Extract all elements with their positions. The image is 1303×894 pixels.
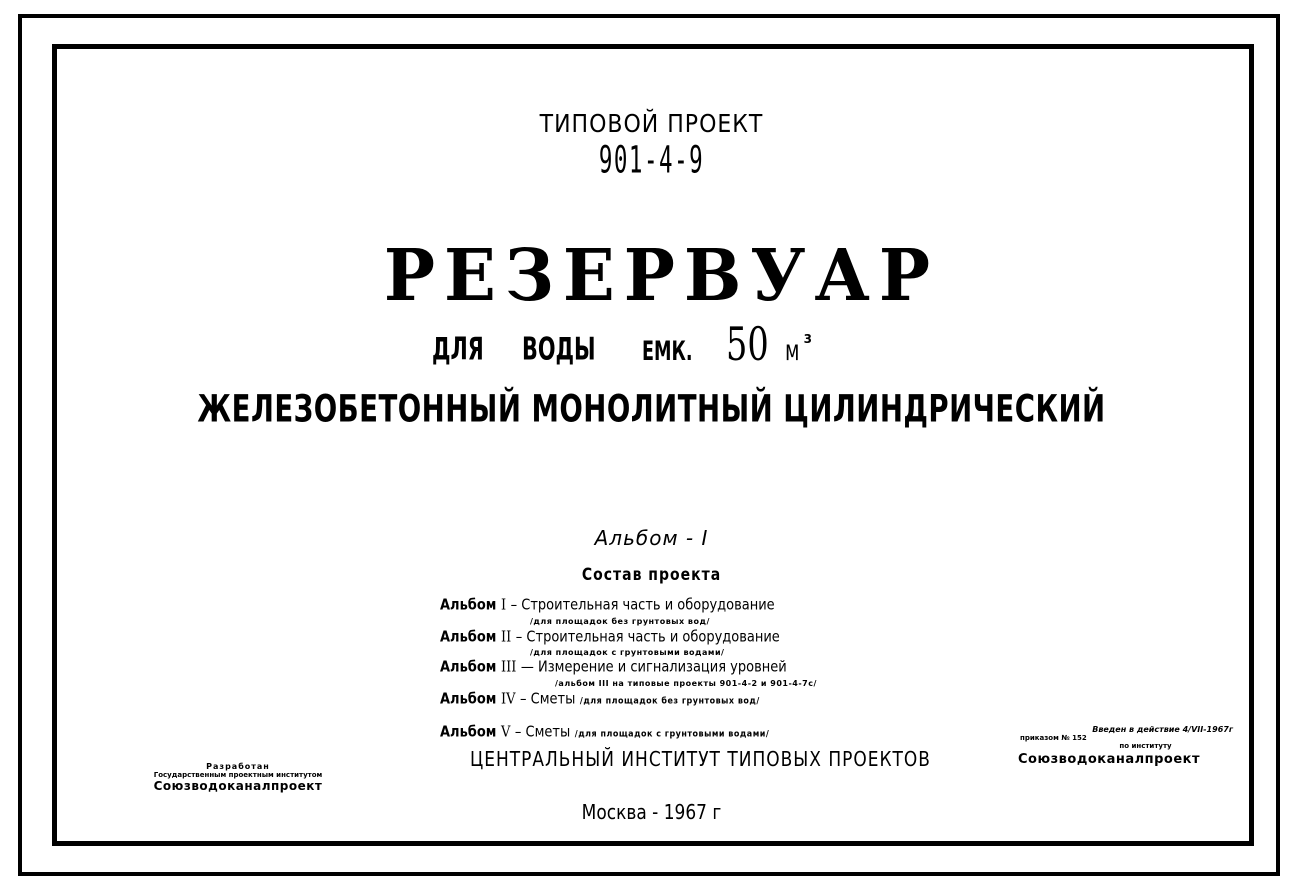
capacity-for-word: ДЛЯ xyxy=(432,332,484,368)
subtitle: ЖЕЛЕЗОБЕТОННЫЙ МОНОЛИТНЫЙ ЦИЛИНДРИЧЕСКИЙ xyxy=(197,387,1106,432)
album-row-4 xyxy=(440,691,760,708)
capacity-water-word: ВОДЫ xyxy=(522,332,596,368)
developer-block xyxy=(118,762,358,793)
developer-org-name: Союзводоканалпроект xyxy=(153,779,323,793)
capacity-unit-power: 3 xyxy=(803,332,812,346)
album-note-5: /для площадок с грунтовыми водами/ xyxy=(574,728,770,739)
album-number: IV xyxy=(500,690,516,709)
album-note-3: /альбом III на типовые проекты 901-4-2 и 901-4-7с/ xyxy=(555,679,817,688)
album-description: – Строительная часть и оборудование xyxy=(515,628,780,647)
capacity-word: ЕМК. xyxy=(642,337,693,367)
introduction-line-3: по институту xyxy=(1119,742,1172,750)
album-label: Альбом xyxy=(440,723,497,742)
album-note-1: /для площадок без грунтовых вод/ xyxy=(530,617,710,626)
album-description: — Измерение и сигнализация уровней xyxy=(520,658,787,677)
album-number: V xyxy=(500,723,511,742)
introduction-org-name: Союзводоканалпроект xyxy=(1018,752,1201,767)
institute-name: ЦЕНТРАЛЬНЫЙ ИНСТИТУТ ТИПОВЫХ ПРОЕКТОВ xyxy=(470,748,931,772)
main-title: РЕЗЕРВУАР xyxy=(383,234,940,318)
city-year: Москва - 1967 г xyxy=(581,801,722,825)
introduction-line-1: Введен в действие 4/VII-1967г xyxy=(1092,725,1233,734)
album-description: – Строительная часть и оборудование xyxy=(510,596,775,615)
album-number: I xyxy=(500,596,507,615)
album-label: Альбом xyxy=(440,628,497,647)
album-label: Альбом xyxy=(440,690,497,709)
series-label: ТИПОВОЙ ПРОЕКТ xyxy=(539,110,764,139)
introduction-line-2: приказом № 152 xyxy=(1020,734,1087,742)
capacity-line xyxy=(432,317,812,371)
album-description: – Сметы xyxy=(514,723,571,742)
album-label: Альбом xyxy=(440,596,497,615)
album-row-3 xyxy=(440,659,787,676)
album-note-2: /для площадок с грунтовыми водами/ xyxy=(530,648,725,657)
developer-caption: Разработан xyxy=(206,762,270,771)
album-description: – Сметы xyxy=(520,690,576,709)
album-heading: Альбом - I xyxy=(594,526,709,550)
developer-org-type: Государственным проектным институтом xyxy=(153,771,323,779)
album-row-2 xyxy=(440,629,780,646)
capacity-number: 50 xyxy=(726,317,769,371)
capacity-unit: м xyxy=(785,333,800,367)
album-number: II xyxy=(500,628,512,647)
album-number: III xyxy=(500,658,517,677)
album-row-5 xyxy=(440,724,769,741)
album-label: Альбом xyxy=(440,658,497,677)
introduction-block xyxy=(1018,725,1233,767)
project-number: 901-4-9 xyxy=(598,138,705,183)
album-note-4: /для площадок без грунтовых вод/ xyxy=(579,695,760,706)
composition-heading: Состав проекта xyxy=(581,565,722,585)
album-row-1 xyxy=(440,597,775,614)
